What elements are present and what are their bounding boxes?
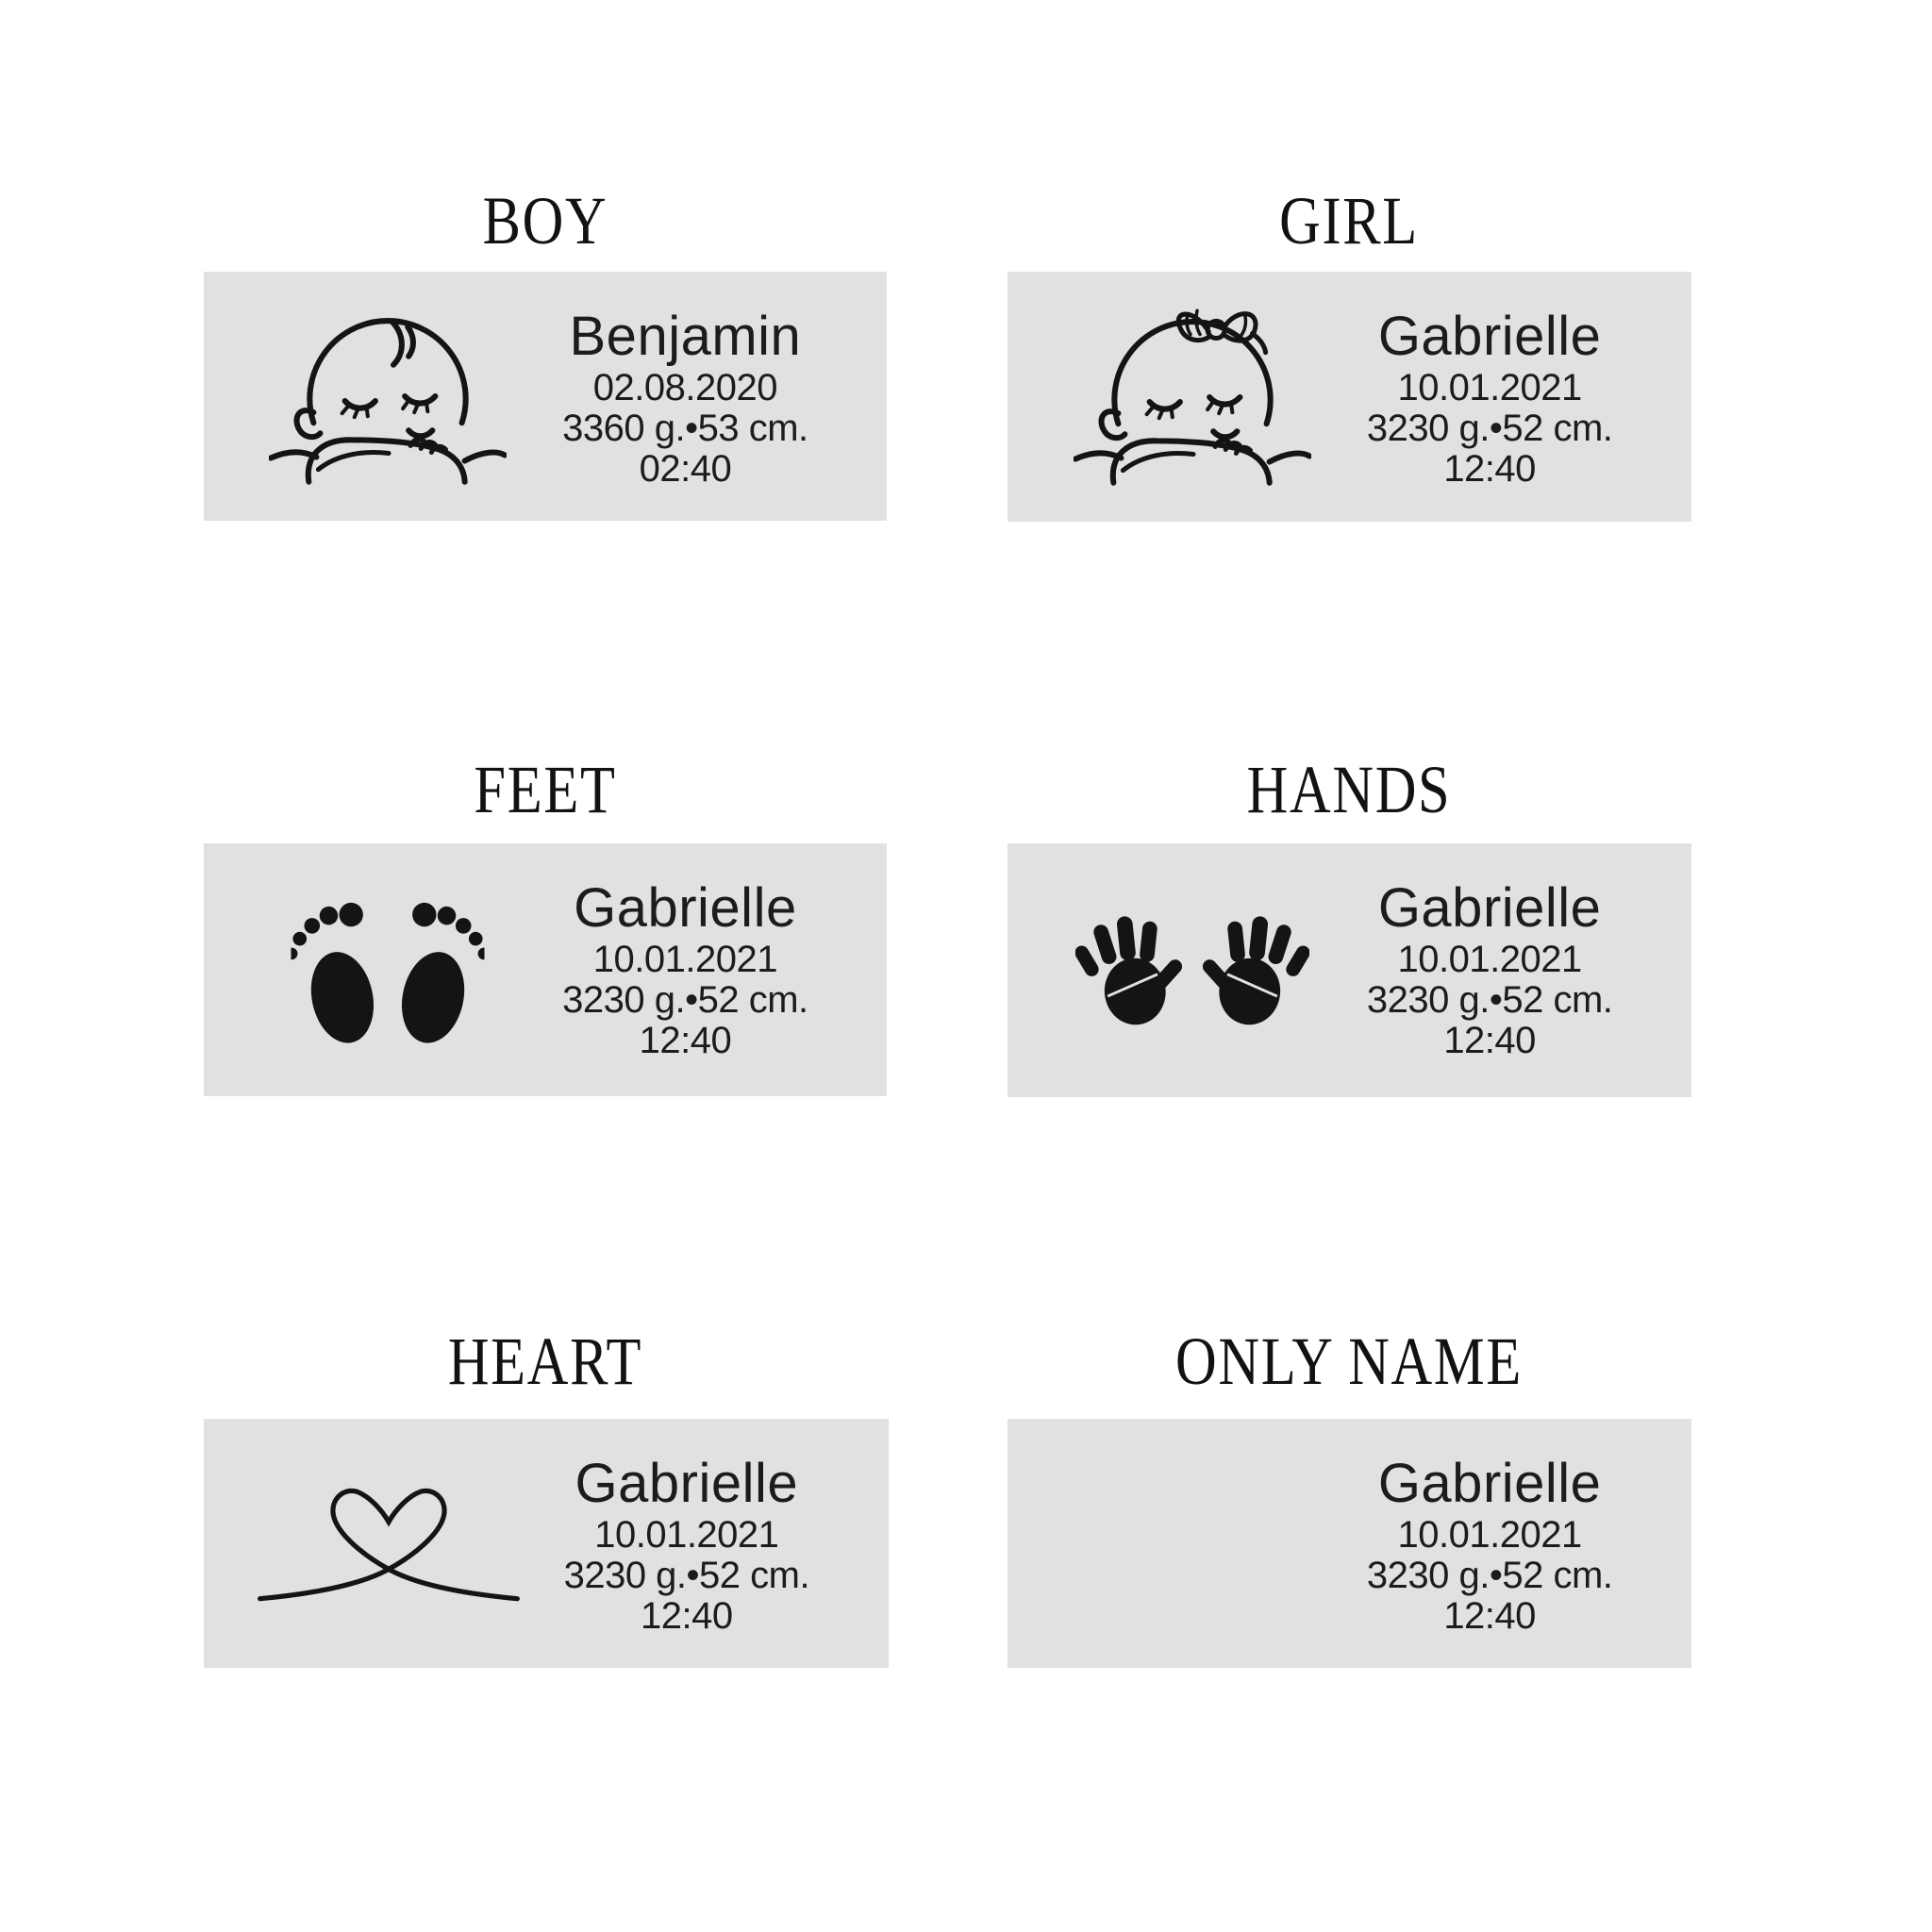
baby-name: Gabrielle — [1377, 1453, 1602, 1514]
girl-card — [1008, 272, 1691, 522]
baby-name: Gabrielle — [1377, 877, 1602, 939]
birth-date: 10.01.2021 — [594, 1514, 779, 1556]
sleeping-baby-boy-icon — [269, 306, 507, 487]
option-title-only-name: ONLY NAME — [1175, 1324, 1523, 1399]
weight-length: 3360 g.•53 cm. — [562, 408, 808, 449]
birth-time: 12:40 — [641, 1595, 733, 1637]
baby-name: Gabrielle — [575, 1453, 799, 1514]
birth-time: 12:40 — [1443, 1595, 1536, 1637]
card-text — [564, 1453, 810, 1637]
baby-name: Benjamin — [569, 306, 802, 367]
only-name-card — [1008, 1419, 1691, 1668]
card-text — [562, 877, 808, 1061]
heart-card — [204, 1419, 889, 1668]
feet-card — [204, 843, 887, 1096]
birth-time: 12:40 — [639, 1020, 732, 1061]
boy-card — [204, 272, 887, 521]
hands-card — [1008, 843, 1691, 1097]
sleeping-baby-girl-icon — [1074, 307, 1311, 488]
birth-time: 02:40 — [639, 448, 732, 490]
card-text — [1367, 306, 1613, 490]
weight-length: 3230 g.•52 cm. — [563, 1555, 810, 1596]
birth-date: 02.08.2020 — [592, 367, 777, 408]
option-title-hands: HANDS — [1246, 752, 1452, 827]
footprints-icon — [291, 871, 485, 1069]
option-title-feet: FEET — [474, 752, 617, 827]
weight-length: 3230 g.•52 cm. — [562, 979, 808, 1021]
option-title-girl: GIRL — [1279, 183, 1419, 258]
handprints-icon — [1075, 899, 1309, 1042]
birth-date: 10.01.2021 — [1397, 1514, 1582, 1556]
option-title-boy: BOY — [482, 183, 608, 258]
card-text — [1367, 877, 1613, 1061]
birth-date: 10.01.2021 — [1397, 367, 1582, 408]
baby-name: Gabrielle — [1377, 306, 1602, 367]
weight-length: 3230 g.•52 cm. — [1366, 979, 1613, 1021]
card-text — [1367, 1453, 1613, 1637]
baby-name: Gabrielle — [574, 877, 797, 939]
weight-length: 3230 g.•52 cm. — [1366, 408, 1613, 449]
birth-time: 12:40 — [1443, 1020, 1536, 1061]
option-title-heart: HEART — [447, 1324, 643, 1399]
card-text — [562, 306, 808, 490]
weight-length: 3230 g.•52 cm. — [1366, 1555, 1613, 1596]
birth-date: 10.01.2021 — [1397, 939, 1582, 980]
birth-time: 12:40 — [1443, 448, 1536, 490]
heart-line-icon — [255, 1479, 523, 1607]
birth-date: 10.01.2021 — [592, 939, 777, 980]
